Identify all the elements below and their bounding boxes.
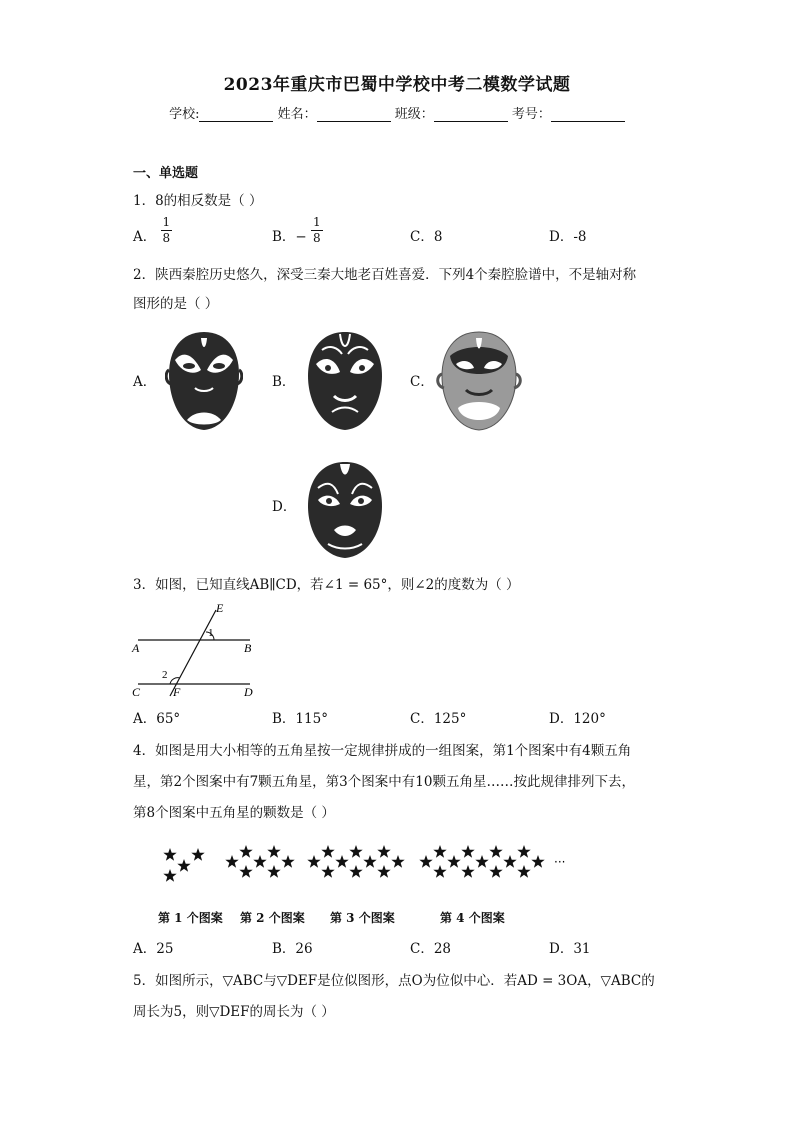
point-f-label: F: [173, 685, 181, 699]
q5-stem-line2: 周长为5，则▽DEF的周长为（ ）: [133, 1004, 335, 1020]
q2-a-label: A．: [133, 374, 157, 390]
q1-b-numerator: 1: [313, 215, 321, 229]
q3-option-c: C．125°: [410, 711, 467, 727]
exam-title: 2023年重庆市巴蜀中学校中考二模数学试题: [223, 75, 571, 95]
opera-mask-d-image: [304, 460, 386, 560]
student-info-line: [0, 103, 794, 122]
name-blank[interactable]: [317, 107, 391, 122]
q4-option-c: C．28: [410, 941, 452, 957]
q3-parallel-lines-figure: [128, 600, 268, 700]
q2-stem-line2: 图形的是（ ）: [133, 296, 219, 312]
q4-option-b: B．26: [272, 941, 313, 957]
exam-no-blank[interactable]: [551, 107, 625, 122]
q4-stem-line3: 第8个图案中五角星的颗数是（ ）: [133, 805, 335, 821]
point-d-label: D: [244, 685, 253, 699]
name-label: 姓名：: [277, 107, 317, 122]
pattern-ellipsis: ···: [554, 855, 566, 869]
q2-d-label: D．: [272, 499, 297, 515]
opera-mask-b-image: [304, 330, 386, 432]
q2-c-label: C．: [410, 374, 434, 390]
pattern-1-stars: [163, 848, 204, 882]
q4-star-patterns-figure: [150, 840, 580, 890]
point-b-label: B: [244, 641, 252, 655]
q1-option-c: C．8: [410, 229, 443, 245]
point-c-label: C: [132, 685, 141, 699]
opera-mask-c-image: [436, 330, 522, 432]
q2-b-label: B．: [272, 374, 296, 390]
exam-no-label: 考号：: [511, 107, 551, 122]
q2-stem-line1: 2．陕西秦腔历史悠久，深受三秦大地老百姓喜爱．下列4个秦腔脸谱中，不是轴对称: [133, 267, 637, 283]
q1-b-label: B．: [272, 229, 296, 245]
angle-1-label: 1: [208, 627, 214, 639]
q5-stem-line1: 5．如图所示，▽ABC与▽DEF是位似图形，点O为位似中心．若AD = 3OA，▽ABC的: [133, 973, 655, 989]
q1-a-label: A．: [133, 229, 157, 245]
school-label: 学校:: [169, 107, 200, 122]
q3-option-a: A．65°: [133, 711, 181, 727]
q1-option-a: [133, 215, 172, 246]
point-e-label: E: [216, 601, 224, 615]
q4-option-a: A．25: [133, 941, 174, 957]
point-a-label: A: [132, 641, 140, 655]
q3-stem: 3．如图，已知直线AB∥CD，若∠1 = 65°，则∠2的度数为（ ）: [133, 577, 520, 593]
q4-caption-2: 第 2 个图案: [240, 911, 305, 925]
class-label: 班级：: [394, 107, 434, 122]
q3-option-b: B．115°: [272, 711, 328, 727]
school-blank[interactable]: [199, 107, 273, 122]
q1-option-d: D．-8: [549, 229, 587, 245]
q3-option-d: D．120°: [549, 711, 606, 727]
class-blank[interactable]: [434, 107, 508, 122]
q4-caption-3: 第 3 个图案: [330, 911, 395, 925]
q1-b-denominator: 8: [313, 231, 321, 245]
q4-caption-1: 第 1 个图案: [158, 911, 223, 925]
pattern-3-stars: [307, 845, 404, 878]
q1-b-sign: −: [295, 229, 307, 245]
pattern-2-stars: [225, 845, 294, 878]
q1-a-fraction: [161, 215, 173, 246]
q4-stem-line2: 星，第2个图案中有7颗五角星，第3个图案中有10颗五角星……按此规律排列下去，: [133, 774, 635, 790]
q1-a-denominator: 8: [162, 231, 171, 245]
q4-caption-4: 第 4 个图案: [440, 911, 505, 925]
q4-option-d: D．31: [549, 941, 591, 957]
q1-option-b: [272, 215, 323, 246]
q1-stem: 1．8的相反数是（ ）: [133, 193, 263, 209]
q4-stem-line1: 4．如图是用大小相等的五角星按一定规律拼成的一组图案，第1个图案中有4颗五角: [133, 743, 632, 759]
pattern-4-stars: [419, 845, 544, 878]
section-heading: 一、单选题: [133, 166, 199, 181]
angle-2-label: 2: [162, 669, 168, 681]
opera-mask-a-image: [165, 330, 243, 432]
q1-a-numerator: 1: [162, 215, 171, 229]
q1-b-fraction: [311, 215, 323, 246]
